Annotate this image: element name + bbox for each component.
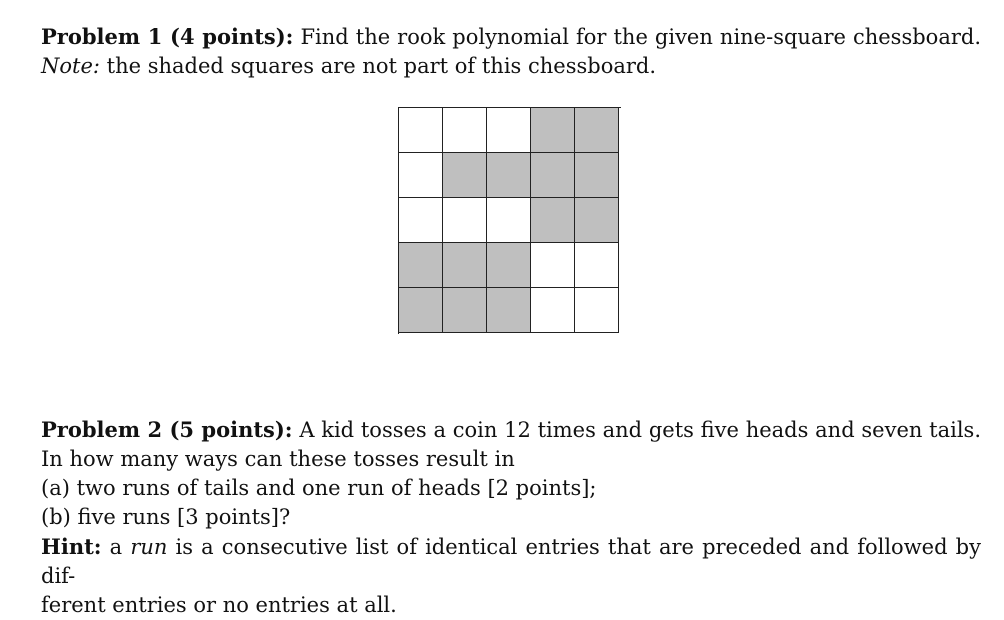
board-square (575, 288, 619, 333)
problem-2-text: A kid tosses a coin 12 times and gets five heads and seven tails. (299, 418, 981, 442)
problem-2-heading: Problem 2 (5 points): (41, 417, 293, 442)
board-square-shaded (531, 198, 575, 243)
board-square (487, 198, 531, 243)
chessboard (398, 107, 621, 334)
board-square (399, 153, 443, 198)
problem-2-part-b: (b) five runs [3 points]? (41, 505, 291, 529)
hint-line-2: ferent entries or no entries at all. (41, 593, 397, 617)
board-square (531, 288, 575, 333)
hint-line-1 (41, 532, 981, 591)
hint-post-1: is a consecutive list of identical entries that are preceded and followed by dif- (41, 535, 981, 588)
board-square-shaded (399, 243, 443, 288)
hint-label: Hint: (41, 534, 102, 559)
board-square-shaded (575, 108, 619, 153)
board-square-shaded (399, 288, 443, 333)
problem-1-line-1 (41, 22, 981, 52)
board-square-shaded (443, 288, 487, 333)
board-square (399, 198, 443, 243)
problem-2-part-a: (a) two runs of tails and one run of heads [2 points]; (41, 476, 597, 500)
board-square-shaded (443, 243, 487, 288)
board-square (443, 108, 487, 153)
board-square (531, 243, 575, 288)
board-square (443, 198, 487, 243)
board-square-shaded (487, 243, 531, 288)
problem-1-text: Find the rook polynomial for the given nine-square chessboard. (300, 25, 982, 49)
note-label: Note: (41, 54, 100, 78)
problem-1-note (41, 52, 981, 81)
board-square-shaded (575, 198, 619, 243)
note-text: the shaded squares are not part of this chessboard. (106, 54, 657, 78)
board-square-shaded (531, 108, 575, 153)
board-square (575, 243, 619, 288)
problem-2-line-2: In how many ways can these tosses result in (41, 447, 515, 471)
board-square-shaded (531, 153, 575, 198)
problem-2 (41, 415, 981, 620)
board-square (399, 108, 443, 153)
problem-1 (41, 22, 981, 81)
hint-term: run (130, 535, 168, 559)
board-square-shaded (487, 288, 531, 333)
board-square-shaded (443, 153, 487, 198)
board-square-shaded (487, 153, 531, 198)
problem-2-line-1 (41, 415, 981, 445)
hint-pre: a (109, 535, 123, 559)
problem-1-heading: Problem 1 (4 points): (41, 24, 294, 49)
board-square (487, 108, 531, 153)
board-square-shaded (575, 153, 619, 198)
